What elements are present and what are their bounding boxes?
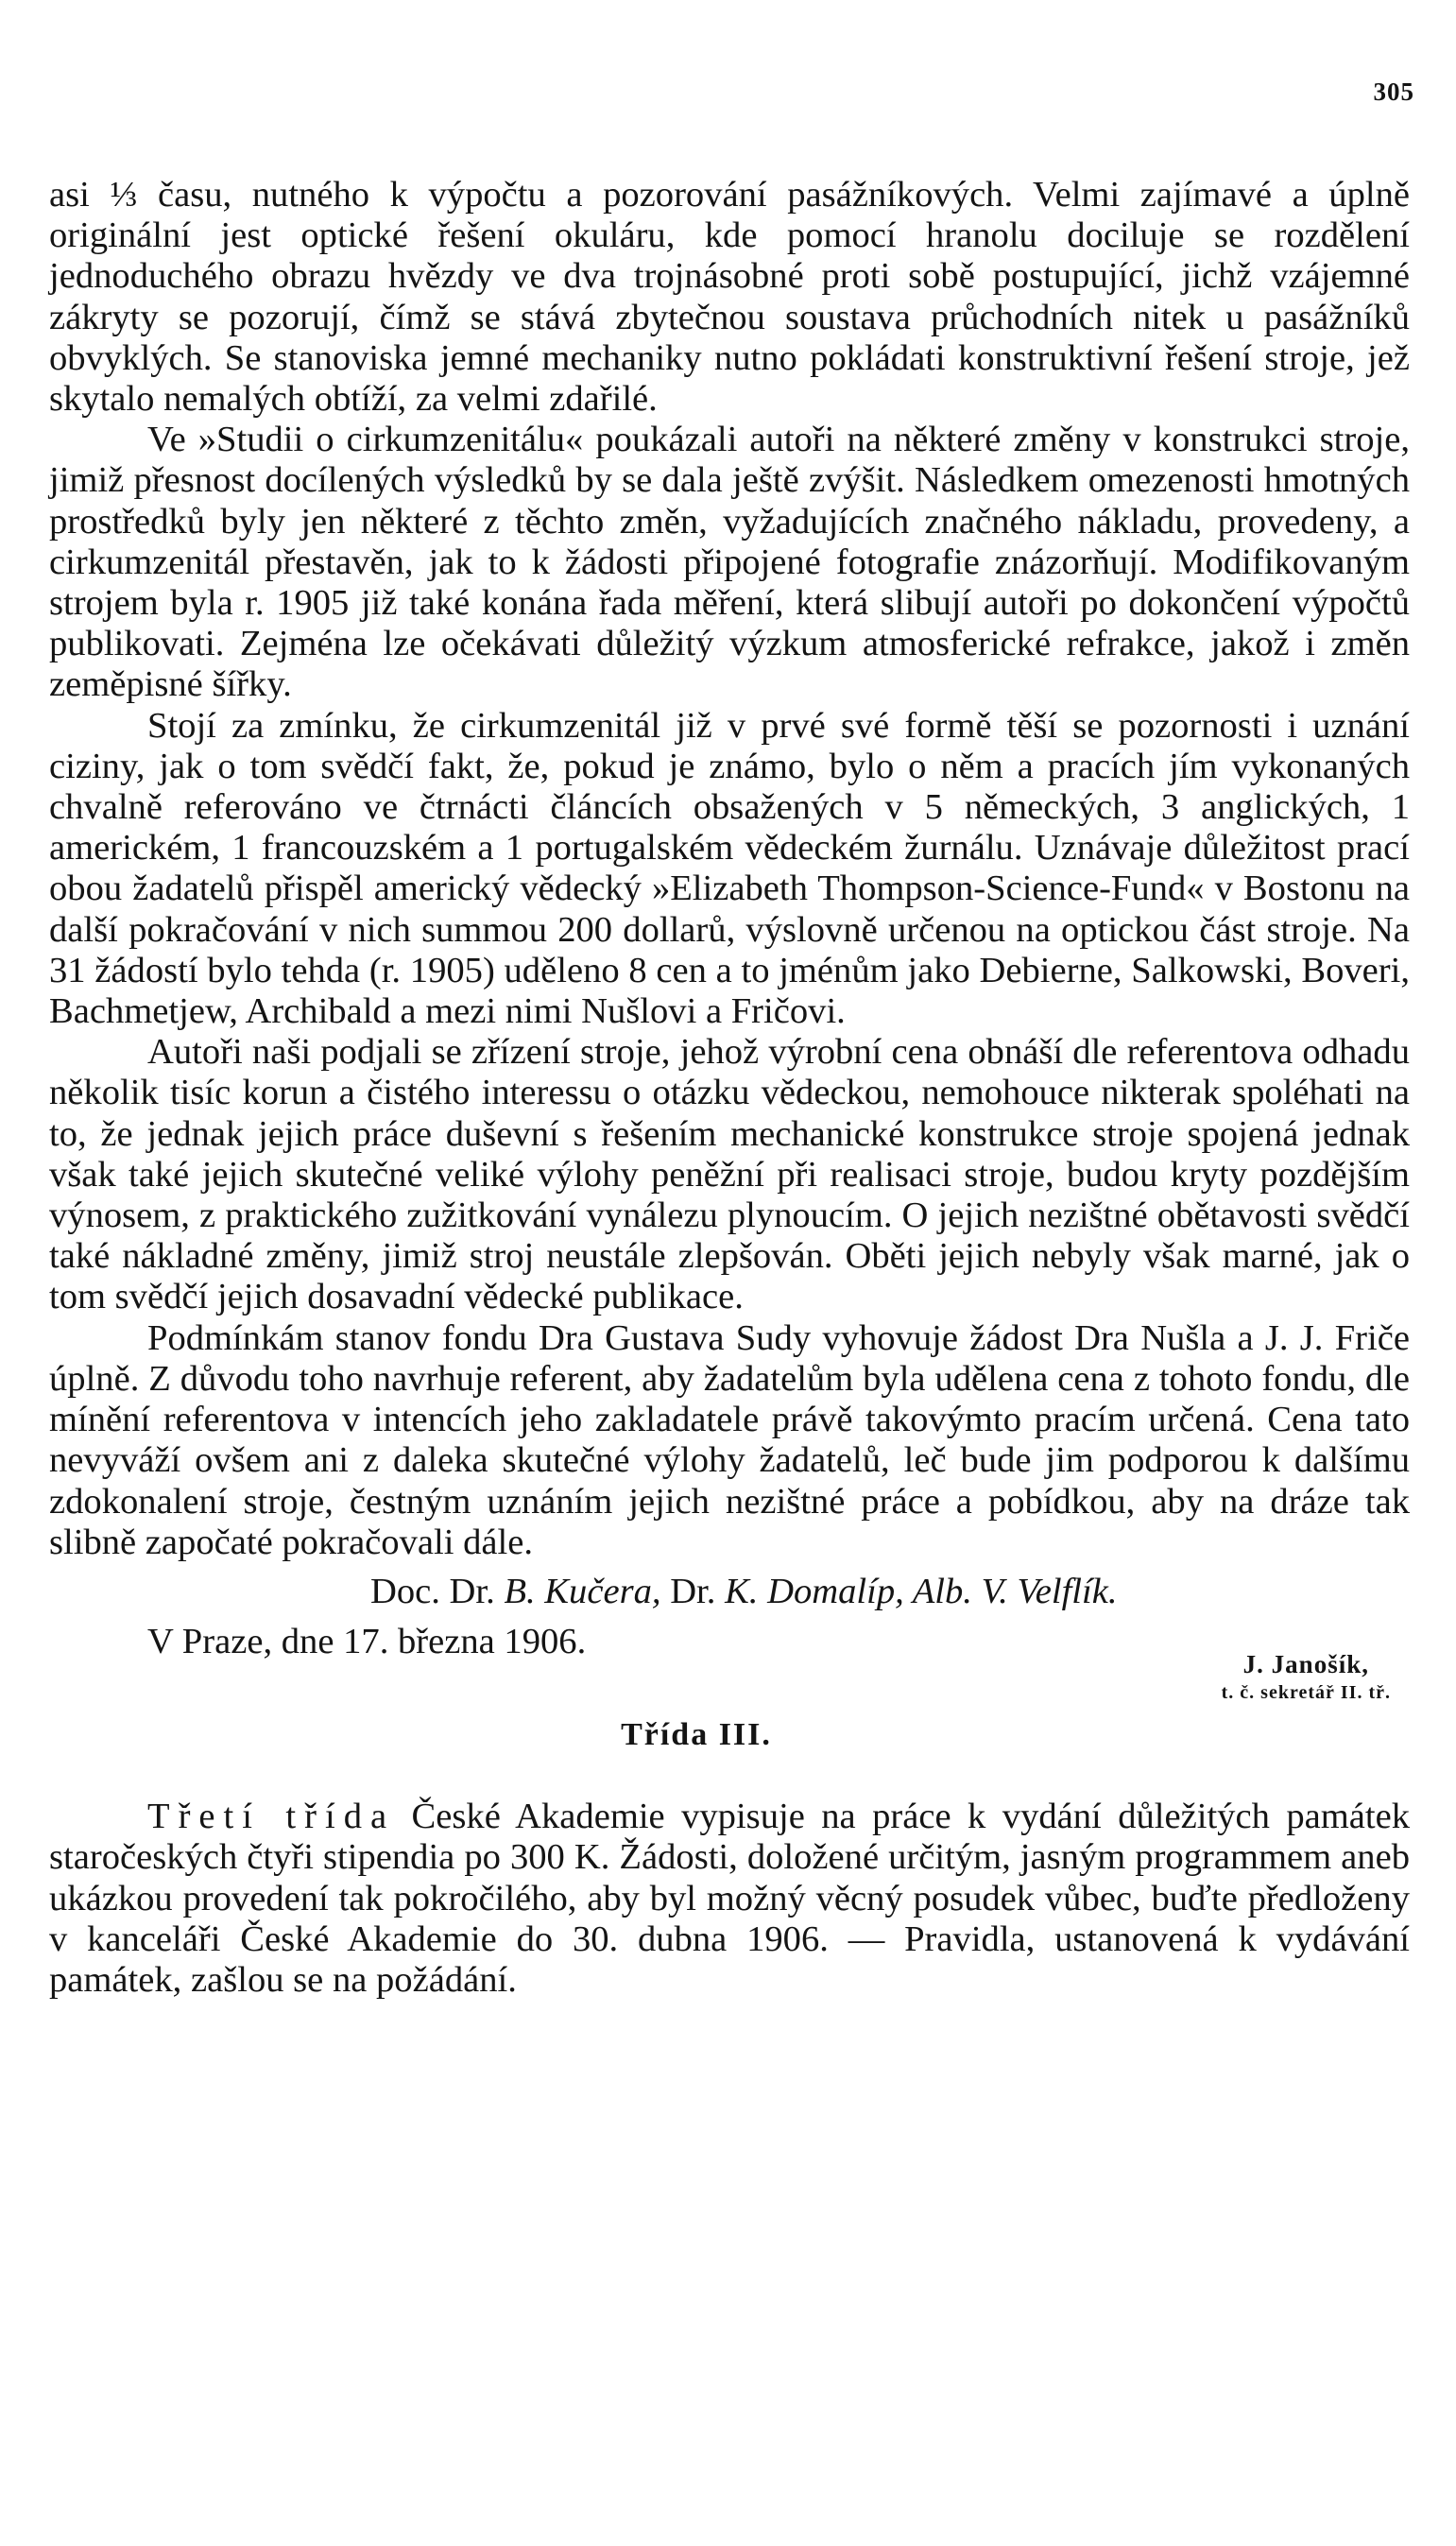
signature-title-1: Doc. Dr. (370, 1571, 495, 1611)
paragraph-1: asi ⅓ času, nutného k výpočtu a pozorování pasážníkových. Velmi zajímavé a úplně originální jest optické řešení okuláru, kde pomocí hranolu dociluje se rozdělení jednoduchého obrazu hvězdy ve dva trojnásobné proti sobě postupující, jichž vzájemné zákryty se pozorují, čímž se stává zbytečnou soustava průchodních nitek u pasážníků obvyklých. Se stanoviska jemné mechaniky nutno pokládati konstruktivní řešení stroje, jež skytalo nemalých obtíží, za velmi zdařilé. (49, 175, 1410, 420)
secretary-title: t. č. sekretář II. tř. (1221, 1681, 1391, 1703)
signature-name-2: K. Domalíp, Alb. V. Velflík. (725, 1571, 1118, 1611)
signature-title-2: Dr. (670, 1571, 716, 1611)
body-text (49, 175, 1410, 2001)
section-heading: Třída III. (621, 1716, 772, 1752)
place-date-row (49, 1614, 1410, 1703)
paragraph-3: Stojí za zmínku, že cirkumzenitál již v prvé své formě těší se pozornosti i uznání ciziny, jak o tom svědčí fakt, že, pokud je známo, bylo o něm a pracích jím vykonaných chvalně referováno ve čtrnácti článcích obsažených v 5 německých, 3 anglických, 1 americkém, 1 francouzském a 1 portugalském vědeckém žurnálu. Uznávaje důležitost prací obou žadatelů přispěl americký vědecký »Elizabeth Thompson-Science-Fund« v Bostonu na další pokračování v nich summou 200 dollarů, výslovně určenou na optickou část stroje. Na 31 žádostí bylo tehda (r. 1905) uděleno 8 cen a to jménům jako Debierne, Salkowski, Boveri, Bachmetjew, Archibald a mezi nimi Nušlovi a Fričovi. (49, 705, 1410, 1032)
signature-name-1: B. Kučera, (504, 1571, 661, 1611)
section-paragraph (49, 1797, 1410, 2001)
section-lead-spaced: Třetí třída (147, 1797, 396, 1837)
place-date: V Praze, dne 17. března 1906. (147, 1621, 587, 1661)
page-number: 305 (1373, 77, 1414, 106)
paragraph-2: Ve »Studii o cirkumzenitálu« poukázali autoři na některé změny v konstrukci stroje, jimiž přesnost docílených výsledků by se dala ještě zvýšit. Následkem omezenosti hmotných prostředků byly jen některé z těchto změn, vyžadujících značného nákladu, provedeny, a cirkumzenitál přestavěn, jak to k žádosti připojené fotografie znázorňují. Modifikovaným strojem byla r. 1905 již také konána řada měření, která slibují autoři po dokončení výpočtů publikovati. Zejména lze očekávati důležitý výzkum atmosferické refrakce, jakož i změn zeměpisné šířky. (49, 420, 1410, 705)
signatures-line (49, 1569, 1410, 1614)
paragraph-5: Podmínkám stanov fondu Dra Gustava Sudy vyhovuje žádost Dra Nušla a J. J. Friče úplně. Z důvodu toho navrhuje referent, aby žadatelům byla udělena cena z tohoto fondu, dle mínění referentova v intencích jeho zakladatele právě takovýmto pracím určená. Cena tato nevyváží ovšem ani z daleka skutečné výlohy žadatelů, leč bude jim podporou k dalšímu zdokonalení stroje, čestným uznáním jejich nezištné práce a pobídkou, aby na dráze tak slibně započaté pokračovali dále. (49, 1317, 1410, 1562)
secretary-name: J. Janošík, (1242, 1649, 1369, 1678)
paragraph-4: Autoři naši podjali se zřízení stroje, jehož výrobní cena obnáší dle referentova odhadu několik tisíc korun a čistého interessu o otázku vědeckou, nemohouce nikterak spoléhati na to, že jednak jejich práce duševní s řešením mechanické konstrukce stroje spojená jednak však také jejich skutečné veliké výlohy peněžní při realisaci stroje, budou kryty pozdějším výnosem, z praktického zužitkování vynálezu plynoucím. O jejich nezištné obětavosti svědčí také nákladné změny, jimiž stroj neustále zlepšován. Oběti jejich nebyly však marné, jak o tom svědčí jejich dosavadní vědecké publikace. (49, 1032, 1410, 1317)
secretary-signature (1222, 1650, 1391, 1707)
section-paragraph-text: České Akademie vypisuje na práce k vydání důležitých památek staročeských čtyři stipendia po 300 K. Žádosti, doložené určitým, jasným programmem aneb ukázkou provedení tak pokročilého, aby byl možný věcný posudek vůbec, buďte předloženy v kanceláři České Akademie do 30. dubna 1906. — Pravidla, ustanovená k vydávání památek, zašlou se na požádání. (49, 1797, 1410, 2000)
